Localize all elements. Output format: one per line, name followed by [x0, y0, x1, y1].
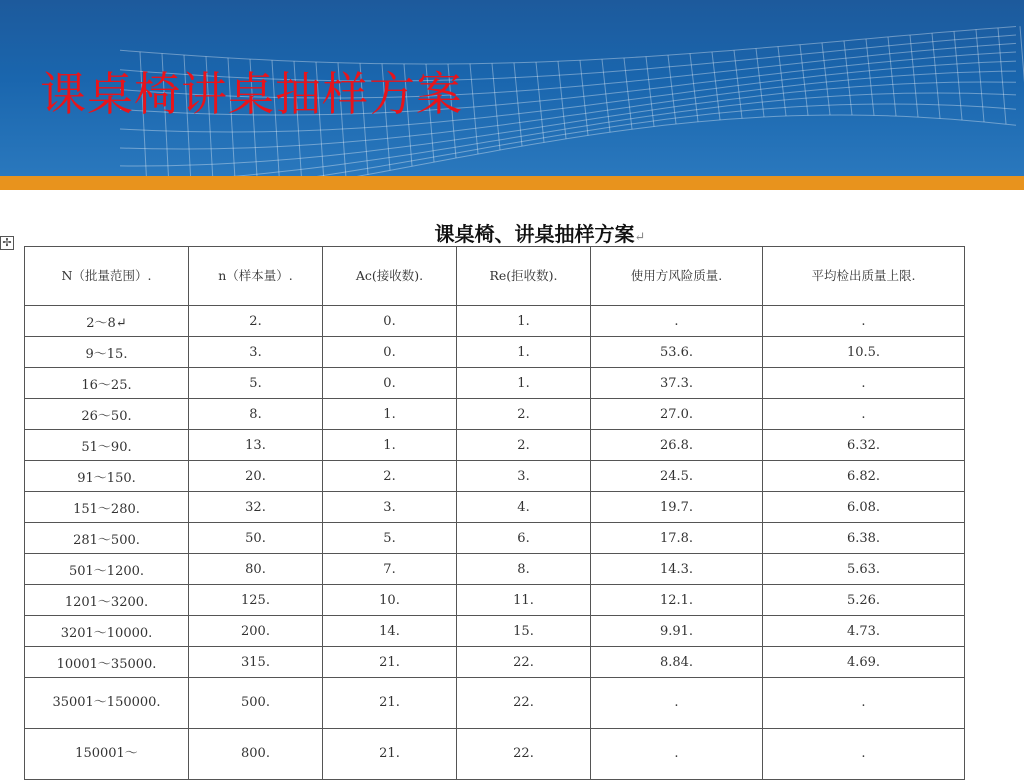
cell-lot-range: 35001～150000. [25, 678, 189, 729]
cell-lot-range: 51～90. [25, 430, 189, 461]
cell-accept: 0. [323, 368, 457, 399]
cell-lot-range: 91～150. [25, 461, 189, 492]
slide-header-banner [0, 0, 1024, 176]
table-row [25, 678, 965, 729]
cell-accept: 2. [323, 461, 457, 492]
cell-aoql: 6.32. [763, 430, 965, 461]
cell-risk-quality: 24.5. [591, 461, 763, 492]
table-row [25, 647, 965, 678]
cell-accept: 1. [323, 430, 457, 461]
cell-lot-range: 9～15. [25, 337, 189, 368]
cell-sample-size: 800. [189, 729, 323, 780]
cell-reject: 4. [457, 492, 591, 523]
cell-reject: 22. [457, 729, 591, 780]
table-row [25, 554, 965, 585]
cell-aoql: 5.26. [763, 585, 965, 616]
document-title-text: 课桌椅、讲桌抽样方案 [434, 222, 635, 246]
cell-reject: 1. [457, 368, 591, 399]
cell-aoql: 4.73. [763, 616, 965, 647]
header-accept-number: Ac(接收数). [323, 247, 457, 306]
cell-lot-range: 2～8↵ [25, 306, 189, 337]
table-row [25, 492, 965, 523]
cell-aoql: 10.5. [763, 337, 965, 368]
cell-reject: 22. [457, 647, 591, 678]
cell-lot-range: 151～280. [25, 492, 189, 523]
cell-sample-size: 500. [189, 678, 323, 729]
cell-risk-quality: 17.8. [591, 523, 763, 554]
cell-reject: 1. [457, 306, 591, 337]
cell-accept: 0. [323, 306, 457, 337]
document-title [0, 218, 1024, 247]
table-row [25, 616, 965, 647]
cell-sample-size: 20. [189, 461, 323, 492]
cell-aoql: . [763, 306, 965, 337]
cell-reject: 1. [457, 337, 591, 368]
cell-accept: 0. [323, 337, 457, 368]
cell-sample-size: 5. [189, 368, 323, 399]
cell-risk-quality: 8.84. [591, 647, 763, 678]
cell-lot-range: 10001～35000. [25, 647, 189, 678]
table-header-row [25, 247, 965, 306]
cell-sample-size: 315. [189, 647, 323, 678]
cell-aoql: 6.82. [763, 461, 965, 492]
cell-risk-quality: . [591, 678, 763, 729]
table-row [25, 729, 965, 780]
cell-lot-range: 26～50. [25, 399, 189, 430]
cell-risk-quality: 19.7. [591, 492, 763, 523]
cell-aoql: 4.69. [763, 647, 965, 678]
table-move-handle-icon[interactable]: ✢ [0, 236, 14, 250]
cell-aoql: 6.08. [763, 492, 965, 523]
paragraph-mark-icon: ↵ [634, 230, 646, 245]
cell-reject: 2. [457, 399, 591, 430]
header-sample-size: n（样本量）. [189, 247, 323, 306]
sampling-plan-table [24, 246, 965, 780]
cell-aoql: 6.38. [763, 523, 965, 554]
cell-reject: 11. [457, 585, 591, 616]
cell-lot-range: 16～25. [25, 368, 189, 399]
cell-aoql: 5.63. [763, 554, 965, 585]
cell-accept: 10. [323, 585, 457, 616]
cell-lot-range: 150001～ [25, 729, 189, 780]
table-row [25, 399, 965, 430]
cell-lot-range: 1201～3200. [25, 585, 189, 616]
cell-risk-quality: . [591, 306, 763, 337]
cell-accept: 3. [323, 492, 457, 523]
cell-sample-size: 50. [189, 523, 323, 554]
cell-risk-quality: 12.1. [591, 585, 763, 616]
cell-sample-size: 2. [189, 306, 323, 337]
header-lot-range: N（批量范围）. [25, 247, 189, 306]
table-row [25, 306, 965, 337]
table-row [25, 337, 965, 368]
cell-accept: 5. [323, 523, 457, 554]
cell-sample-size: 13. [189, 430, 323, 461]
cell-accept: 21. [323, 647, 457, 678]
cell-aoql: . [763, 729, 965, 780]
cell-sample-size: 32. [189, 492, 323, 523]
header-aoql: 平均检出质量上限. [763, 247, 965, 306]
cell-reject: 15. [457, 616, 591, 647]
cell-lot-range: 501～1200. [25, 554, 189, 585]
slide-title: 课桌椅讲桌抽样方案 [40, 67, 463, 121]
cell-lot-range: 3201～10000. [25, 616, 189, 647]
cell-lot-range: 281～500. [25, 523, 189, 554]
accent-bar [0, 176, 1024, 190]
cell-risk-quality: 53.6. [591, 337, 763, 368]
table-row [25, 461, 965, 492]
cell-risk-quality: 26.8. [591, 430, 763, 461]
cell-risk-quality: 27.0. [591, 399, 763, 430]
cell-accept: 21. [323, 729, 457, 780]
cell-reject: 22. [457, 678, 591, 729]
cell-aoql: . [763, 678, 965, 729]
cell-sample-size: 200. [189, 616, 323, 647]
cell-risk-quality: 37.3. [591, 368, 763, 399]
cell-accept: 21. [323, 678, 457, 729]
cell-sample-size: 3. [189, 337, 323, 368]
cell-sample-size: 125. [189, 585, 323, 616]
table-row [25, 585, 965, 616]
cell-risk-quality: 14.3. [591, 554, 763, 585]
cell-accept: 7. [323, 554, 457, 585]
cell-sample-size: 80. [189, 554, 323, 585]
table-row [25, 523, 965, 554]
table-row [25, 430, 965, 461]
cell-aoql: . [763, 368, 965, 399]
header-consumer-risk-quality: 使用方风险质量. [591, 247, 763, 306]
cell-risk-quality: 9.91. [591, 616, 763, 647]
cell-reject: 3. [457, 461, 591, 492]
cell-risk-quality: . [591, 729, 763, 780]
cell-reject: 2. [457, 430, 591, 461]
cell-accept: 14. [323, 616, 457, 647]
cell-reject: 6. [457, 523, 591, 554]
header-reject-number: Re(拒收数). [457, 247, 591, 306]
cell-sample-size: 8. [189, 399, 323, 430]
cell-aoql: . [763, 399, 965, 430]
table-row [25, 368, 965, 399]
cell-reject: 8. [457, 554, 591, 585]
cell-accept: 1. [323, 399, 457, 430]
